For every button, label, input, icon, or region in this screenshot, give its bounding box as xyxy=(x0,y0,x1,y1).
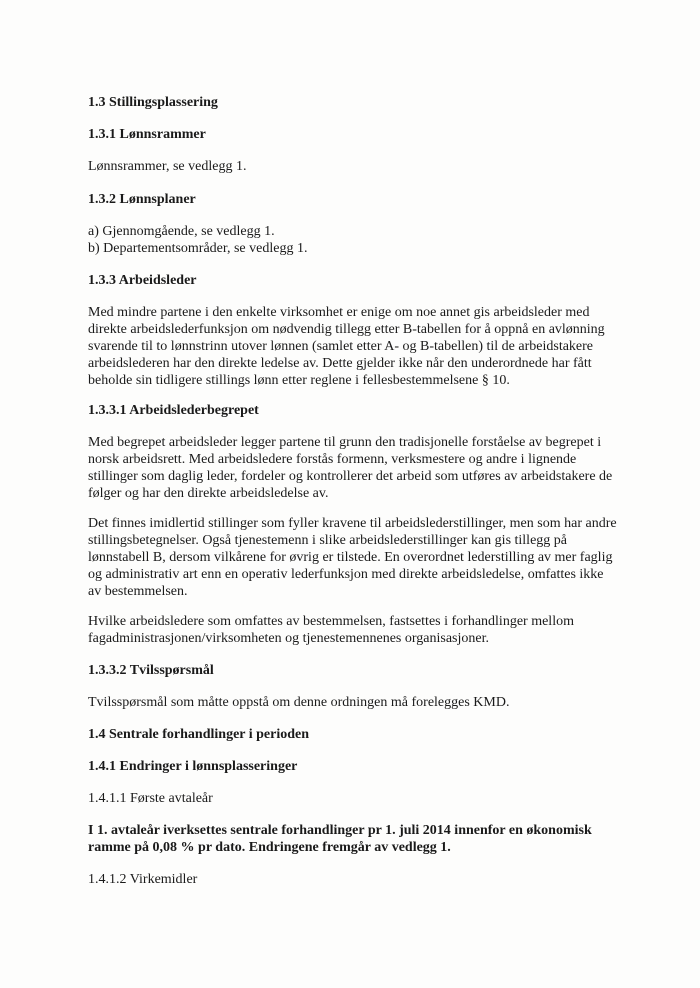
list-item-a: a) Gjennomgående, se vedlegg 1. xyxy=(88,224,275,239)
heading-1-3-2: 1.3.2 Lønnsplaner xyxy=(88,192,196,207)
paragraph-1-4-1-1 xyxy=(88,822,648,856)
list-item-b: b) Departementsområder, se vedlegg 1. xyxy=(88,241,308,256)
text-line: av bestemmelsen. xyxy=(88,584,188,599)
text-line: Det finnes imidlertid stillinger som fyller kravene til arbeidslederstillinger, men som har andre xyxy=(88,516,617,531)
text-line: og administrativ art enn en operativ lederfunksjon med direkte arbeidsledelse, omfattes ikke xyxy=(88,567,604,582)
text-line: lønnstabell B, dersom vilkårene for øvrig er tilstede. En overordnet lederstilling av mer faglig xyxy=(88,550,613,565)
text-line: Med mindre partene i den enkelte virksomhet er enige om noe annet gis arbeidsleder med xyxy=(88,305,590,320)
paragraph-1-3-3 xyxy=(88,304,648,389)
heading-1-4: 1.4 Sentrale forhandlinger i perioden xyxy=(88,727,310,742)
text-line: I 1. avtaleår iverksettes sentrale forhandlinger pr 1. juli 2014 innenfor en økonomisk xyxy=(88,823,592,838)
paragraph-1-3-3-1-a xyxy=(88,434,648,502)
heading-1-3-1: 1.3.1 Lønnsrammer xyxy=(88,127,206,142)
heading-1-4-1-2: 1.4.1.2 Virkemidler xyxy=(88,872,198,887)
text-line: ramme på 0,08 % pr dato. Endringene fremgår av vedlegg 1. xyxy=(88,840,451,855)
text-line: norsk arbeidsrett. Med arbeidsledere forstås formenn, verksmestere og andre i lignende xyxy=(88,452,577,467)
heading-1-4-1-1: 1.4.1.1 Første avtaleår xyxy=(88,791,213,806)
text-line: følger og har den direkte arbeidsledelse av. xyxy=(88,486,329,501)
text-line: stillinger som daglig leder, fordeler og kontrollerer det arbeid som utføres av arbeidstakere de xyxy=(88,469,613,484)
heading-1-3-3: 1.3.3 Arbeidsleder xyxy=(88,273,197,288)
text-line: direkte arbeidslederfunksjon om nødvendig tillegg etter B-tabellen for å oppnå en avlønning xyxy=(88,322,605,337)
heading-1-3: 1.3 Stillingsplassering xyxy=(88,95,218,110)
text-line: Hvilke arbeidsledere som omfattes av bestemmelsen, fastsettes i forhandlinger mellom xyxy=(88,614,574,629)
paragraph-1-3-1: Lønnsrammer, se vedlegg 1. xyxy=(88,159,247,174)
text-line: fagadministrasjonen/virksomheten og tjenestemennenes organisasjoner. xyxy=(88,631,489,646)
paragraph-1-3-3-1-b xyxy=(88,515,648,600)
heading-1-4-1: 1.4.1 Endringer i lønnsplasseringer xyxy=(88,759,298,774)
text-line: Med begrepet arbeidsleder legger partene til grunn den tradisjonelle forståelse av begrepet i xyxy=(88,435,602,450)
text-line: arbeidslederen har den direkte ledelse av. Dette gjelder ikke når den underordnede har fått xyxy=(88,356,592,371)
paragraph-1-3-3-1-c xyxy=(88,613,648,647)
paragraph-1-3-3-2: Tvilsspørsmål som måtte oppstå om denne ordningen må forelegges KMD. xyxy=(88,695,510,710)
heading-1-3-3-1: 1.3.3.1 Arbeidslederbegrepet xyxy=(88,403,259,418)
text-line: stillingsbetegnelser. Også tjenestemenn i slike arbeidslederstillinger kan gis tillegg på xyxy=(88,533,568,548)
text-line: svarende til to lønnstrinn utover lønnen (samlet etter A- og B-tabellen) til de arbeidstakere xyxy=(88,339,594,354)
paragraph-1-3-2 xyxy=(88,223,648,257)
heading-1-3-3-2: 1.3.3.2 Tvilsspørsmål xyxy=(88,663,214,678)
text-line: beholde sin tidligere stillings lønn etter reglene i fellesbestemmelsene § 10. xyxy=(88,373,510,388)
